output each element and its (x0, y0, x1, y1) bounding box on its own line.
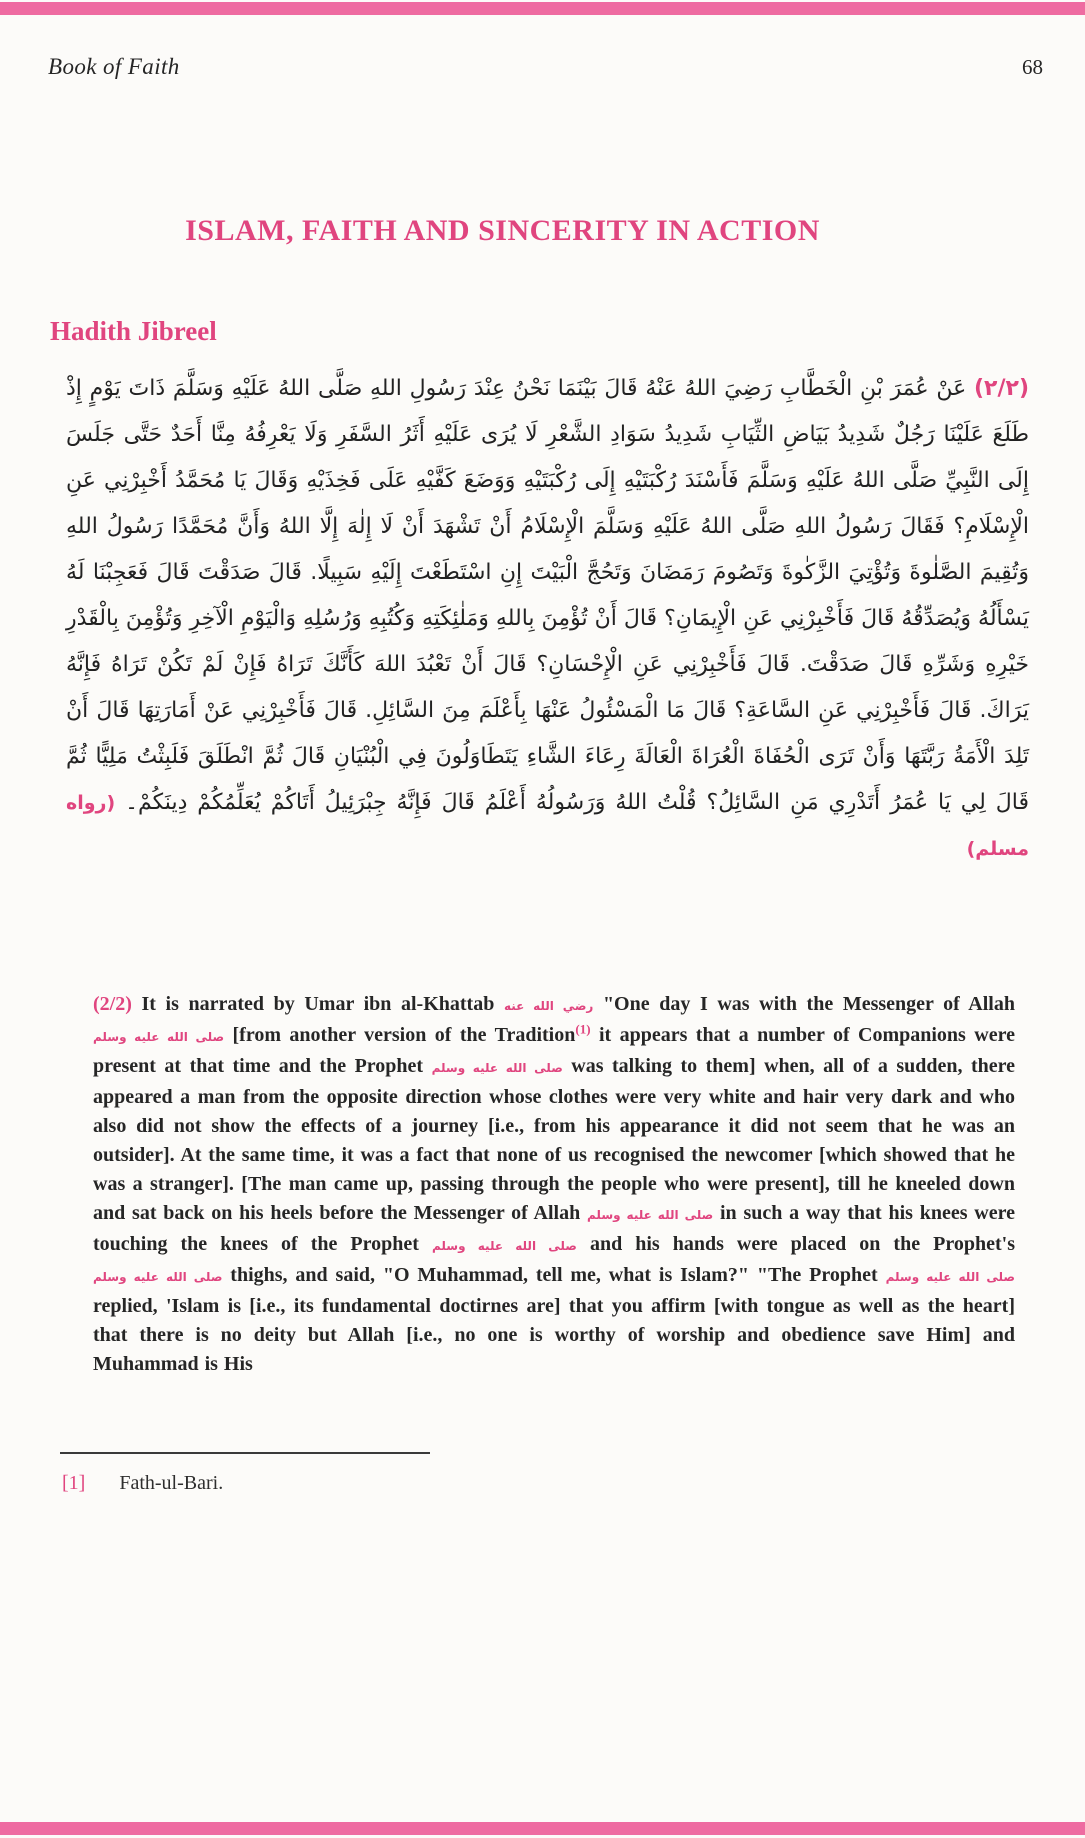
hadith-number-arabic: (٢/٢) (973, 376, 1029, 401)
honorific-sallallahu-alayhi-wasallam: صلى الله عليه وسلم (93, 1030, 225, 1044)
chapter-title: ISLAM, FAITH AND SINCERITY IN ACTION (185, 214, 820, 247)
footnote (62, 1472, 223, 1495)
honorific-sallallahu-alayhi-wasallam: صلى الله عليه وسلم (431, 1239, 577, 1253)
footnote-text: Fath-ul-Bari. (119, 1472, 224, 1494)
honorific-sallallahu-alayhi-wasallam: صلى الله عليه وسلم (93, 1270, 223, 1284)
section-title: Hadith Jibreel (50, 316, 217, 346)
hadith-source: (رواه مسلم) (66, 792, 1029, 860)
footnote-reference: (1) (575, 1021, 591, 1037)
english-translation-paragraph (93, 990, 1015, 1379)
arabic-hadith-text: عَنْ عُمَرَ بْنِ الْخَطَّابِ رَضِيَ اللهُ عَنْهُ قَالَ بَيْنَمَا نَحْنُ عِنْدَ رَسُولِ اللهِ صَلَّى اللهُ عَلَيْهِ وَسَلَّمَ ذَاتَ يَوْمٍ إِذْ طَلَعَ عَلَيْنَا رَجُلٌ شَدِيدُ بَيَاضِ الثِّيَابِ شَدِيدُ سَوَادِ الشَّعْرِ لَا يُرَى عَلَيْهِ أَثَرُ السَّفَرِ وَلَا يَعْرِفُهُ مِنَّا أَحَدٌ حَتَّى جَلَسَ إِلَى النَّبِيِّ صَلَّى اللهُ عَلَيْهِ وَسَلَّمَ فَأَسْنَدَ رُكْبَتَيْهِ إِلَى رُكْبَتَيْهِ وَوَضَعَ كَفَّيْهِ عَلَى فَخِذَيْهِ وَقَالَ يَا مُحَمَّدُ أَخْبِرْنِي عَنِ الْإِسْلَامِ؟ فَقَالَ رَسُولُ اللهِ صَلَّى اللهُ عَلَيْهِ وَسَلَّمَ الْإِسْلَامُ أَنْ تَشْهَدَ أَنْ لَا إِلٰهَ إِلَّا اللهُ وَأَنَّ مُحَمَّدًا رَسُولُ اللهِ وَتُقِيمَ الصَّلٰوةَ وَتُؤْتِيَ الزَّكٰوةَ وَتَصُومَ رَمَضَانَ وَتَحُجَّ الْبَيْتَ إِنِ اسْتَطَعْتَ إِلَيْهِ سَبِيلًا. قَالَ صَدَقْتَ قَالَ فَعَجِبْنَا لَهُ يَسْأَلُهُ وَيُصَدِّقُهُ قَالَ فَأَخْبِرْنِي عَنِ الْإِيمَانِ؟ قَالَ أَنْ تُؤْمِنَ بِاللهِ وَمَلٰئِكَتِهِ وَكُتُبِهِ وَرُسُلِهِ وَالْيَوْمِ الْآخِرِ وَتُؤْمِنَ بِالْقَدْرِ خَيْرِهِ وَشَرِّهِ قَالَ صَدَقْتَ. قَالَ فَأَخْبِرْنِي عَنِ الْإِحْسَانِ؟ قَالَ أَنْ تَعْبُدَ اللهَ كَأَنَّكَ تَرَاهُ فَإِنْ لَمْ تَكُنْ تَرَاهُ فَإِنَّهُ يَرَاكَ. قَالَ فَأَخْبِرْنِي عَنِ السَّاعَةِ؟ قَالَ مَا الْمَسْئُولُ عَنْهَا بِأَعْلَمَ مِنَ السَّائِلِ. قَالَ فَأَخْبِرْنِي عَنْ أَمَارَتِهَا قَالَ أَنْ تَلِدَ الْأَمَةُ رَبَّتَهَا وَأَنْ تَرَى الْحُفَاةَ الْعُرَاةَ الْعَالَةَ رِعَاءَ الشَّاءِ يَتَطَاوَلُونَ فِي الْبُنْيَانِ قَالَ ثُمَّ انْطَلَقَ فَلَبِثْتُ مَلِيًّا ثُمَّ قَالَ لِي يَا عُمَرُ أَتَدْرِي مَنِ السَّائِلُ؟ قُلْتُ اللهُ وَرَسُولُهُ أَعْلَمُ قَالَ فَإِنَّهُ جِبْرَئِيلُ أَتَاكُمْ يُعَلِّمُكُمْ دِينَكُمْ۔ (66, 376, 1029, 815)
bottom-border-bar (0, 1822, 1085, 1835)
translation-text: It is narrated by Umar ibn al-Khattab (131, 993, 504, 1015)
honorific-sallallahu-alayhi-wasallam: صلى الله عليه وسلم (431, 1061, 563, 1075)
translation-text: thighs, and said, "O Muhammad, tell me, what is Islam?" "The Prophet (222, 1264, 886, 1286)
honorific-sallallahu-alayhi-wasallam: صلى الله عليه وسلم (587, 1208, 714, 1222)
translation-text: "One day I was with the Messenger of Allah (593, 993, 1015, 1015)
book-title: Book of Faith (48, 54, 180, 79)
arabic-hadith-paragraph (66, 366, 1029, 872)
hadith-number-english: (2/2) (93, 993, 132, 1015)
top-border-bar (0, 2, 1085, 15)
translation-text: replied, 'Islam is [i.e., its fundamental doctirnes are] that you affirm [with tongue as well as the heart] that there is no deity but Allah [i.e., no one is worthy of worship and obedience save Him] and Muhammad is His (93, 1295, 1015, 1375)
translation-text: [from another version of the Tradition (224, 1024, 576, 1046)
translation-text: was talking to them] when, all of a sudden, there appeared a man from the opposite direction whose clothes were very white and hair very dark and who also did not show the effects of a journey [i.e., from his appearance it did not seem that he was an outsider]. At the same time, it was a fact that none of us recognised the newcomer [which showed that he was a stranger]. [The man came up, passing through the people who were present], till he kneeled down and sat back on his heels before the Messenger of Allah (93, 1055, 1015, 1224)
page-number: 68 (1022, 55, 1043, 79)
translation-text: in such a way that his knees were touching the knees of the Prophet (93, 1202, 1015, 1255)
translation-text: it appears that a number of Companions were present at that time and the Prophet (93, 1024, 1015, 1077)
page-header (48, 54, 1043, 80)
footnote-marker: [1] (62, 1472, 86, 1494)
honorific-sallallahu-alayhi-wasallam: صلى الله عليه وسلم (885, 1270, 1016, 1284)
footnote-divider (60, 1452, 430, 1454)
translation-text: and his hands were placed on the Prophet's (576, 1233, 1015, 1255)
honorific-radiallahu-anhu: رضي الله عنه (503, 999, 594, 1013)
